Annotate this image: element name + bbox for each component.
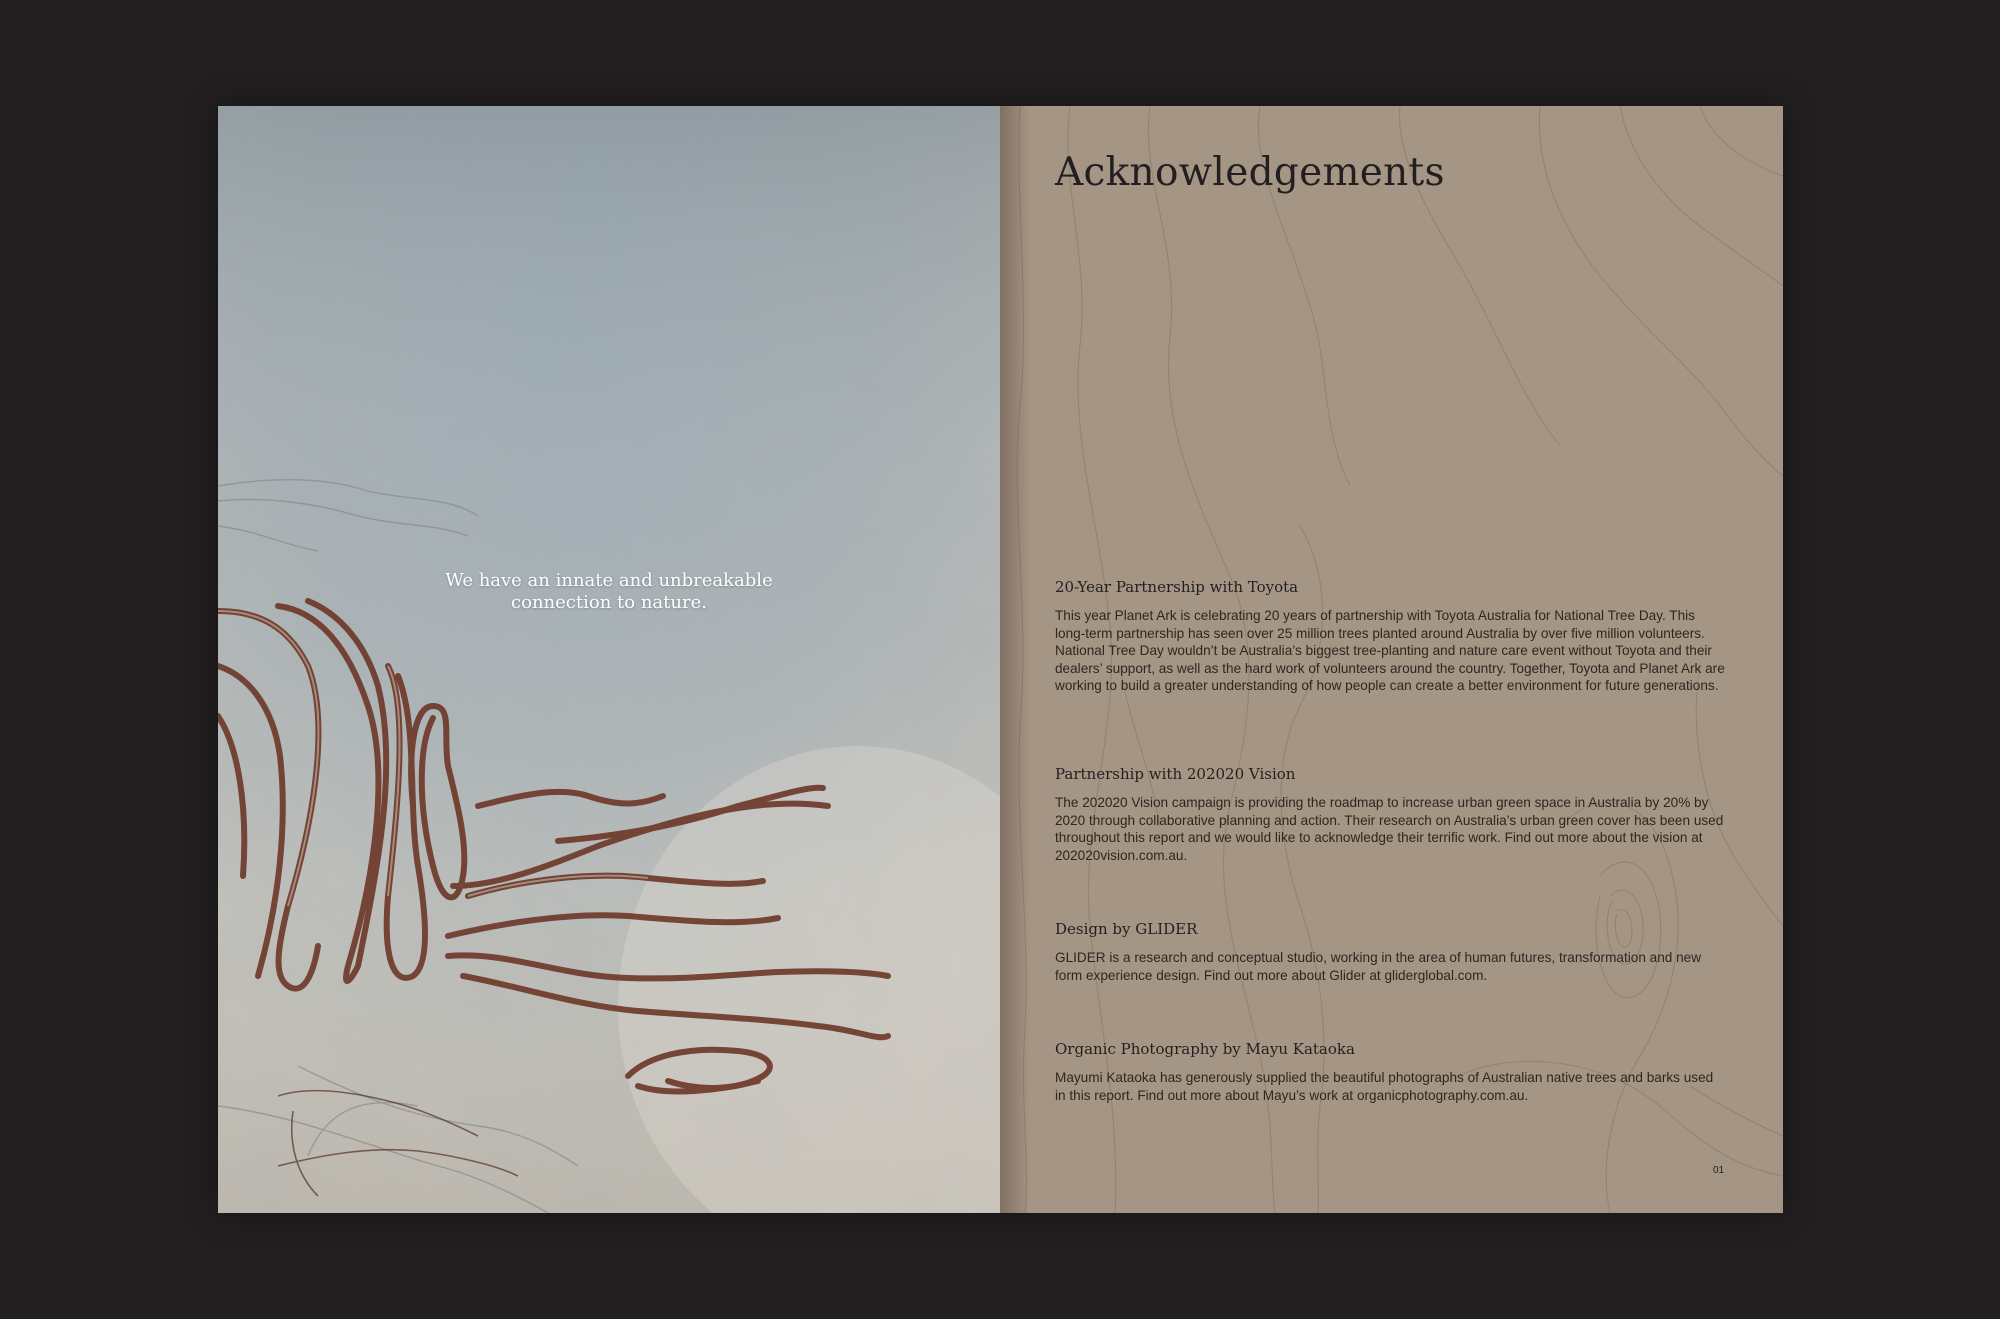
left-page: [218, 106, 1000, 1213]
section-organic-photography: [1055, 1039, 1725, 1104]
section-heading: 20-Year Partnership with Toyota: [1055, 578, 1299, 596]
section-heading: Design by GLIDER: [1055, 920, 1198, 938]
section-202020-vision: [1055, 764, 1725, 864]
brochure-spread: [218, 106, 1783, 1213]
pull-quote-line-2: connection to nature.: [511, 592, 707, 613]
section-glider: [1055, 919, 1725, 984]
pull-quote-line-1: We have an innate and unbreakable: [445, 570, 773, 591]
section-toyota: [1055, 577, 1725, 695]
bark-photograph: [218, 106, 1000, 1213]
page-number: 01: [1713, 1165, 1725, 1176]
page-title: Acknowledgements: [1055, 150, 1445, 195]
right-page: [1000, 106, 1783, 1213]
pull-quote: [218, 570, 1000, 614]
section-body: Mayumi Kataoka has generously supplied the beautiful photographs of Australian native trees and barks used in this report. Find out more about Mayu’s work at organicphotography.com.au.: [1055, 1070, 1714, 1103]
section-body: This year Planet Ark is celebrating 20 years of partnership with Toyota Australia for National Tree Day. This long-term partnership has seen over 25 million trees planted around Australia by over five million volunteers. National Tree Day wouldn’t be Australia’s biggest tree-planting and nature care event without Toyota and their dealers’ support, as well as the hard work of volunteers around the country. Together, Toyota and Planet Ark are working to build a greater understanding of how people can create a better environment for future generations.: [1055, 608, 1725, 694]
section-heading: Partnership with 202020 Vision: [1055, 765, 1296, 783]
section-body: The 202020 Vision campaign is providing the roadmap to increase urban green space in Australia by 20% by 2020 through collaborative planning and action. Their research on Australia’s urban green cover has been used throughout this report and we would like to acknowledge their terrific work. Find out more about the vision at 202020vision.com.au.: [1055, 795, 1724, 863]
section-heading: Organic Photography by Mayu Kataoka: [1055, 1040, 1355, 1058]
section-body: GLIDER is a research and conceptual studio, working in the area of human futures, transformation and new form experience design. Find out more about Glider at gliderglobal.com.: [1055, 950, 1702, 983]
gutter-shadow: [1000, 106, 1030, 1213]
